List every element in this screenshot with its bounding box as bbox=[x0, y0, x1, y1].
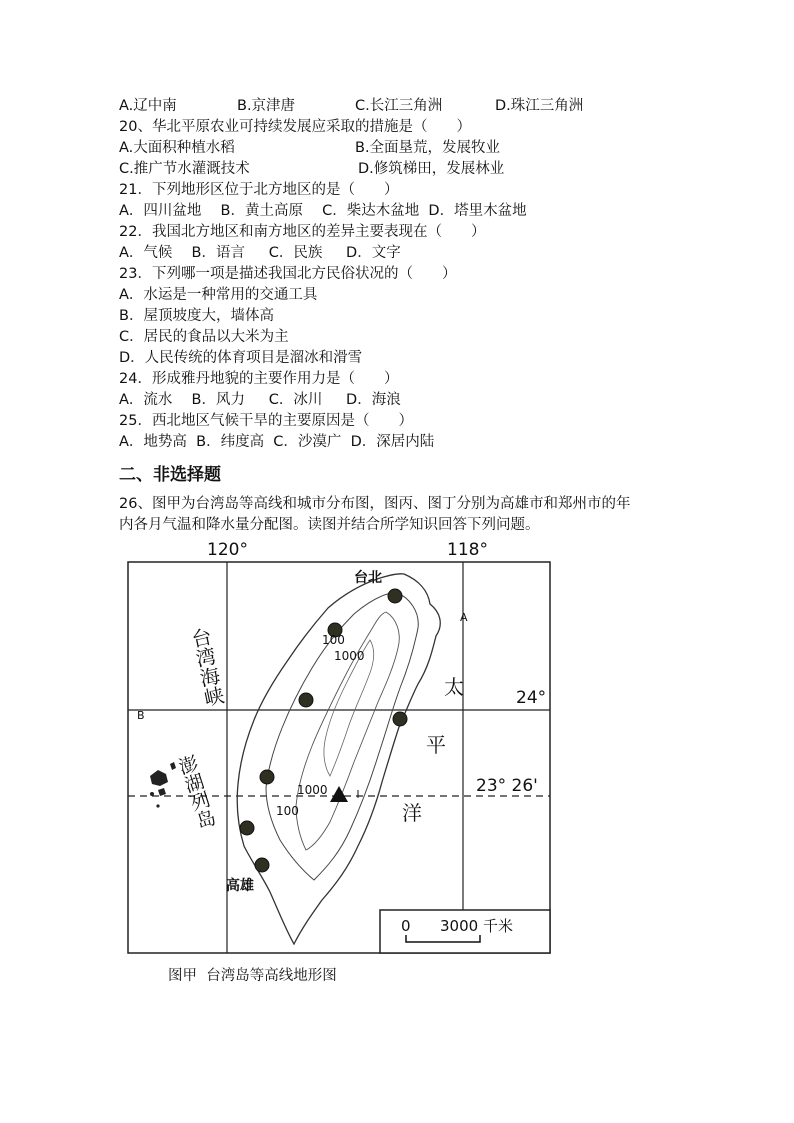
q23-option-d: D．人民传统的体育项目是溜冰和滑雪 bbox=[119, 350, 363, 366]
scale-distance: 3000 千米 bbox=[440, 917, 513, 935]
q21-options: A．四川盆地 B．黄土高原 C．柴达木盆地 D．塔里木盆地 bbox=[119, 203, 527, 219]
city-taipei bbox=[388, 589, 402, 603]
city-dot bbox=[260, 770, 274, 784]
pacific-char-2: 平 bbox=[426, 733, 446, 757]
penghu-island-1 bbox=[150, 770, 168, 786]
contour-label-1000-north: 1000 bbox=[334, 649, 365, 663]
lon-118-label: 118° bbox=[447, 540, 488, 560]
q24-stem: 24．形成雅丹地貌的主要作用力是（ ） bbox=[119, 371, 399, 387]
city-kaohsiung bbox=[255, 858, 269, 872]
q25-stem: 25．西北地区气候干旱的主要原因是（ ） bbox=[119, 413, 413, 429]
q20-option-a: A.大面积种植水稻 bbox=[119, 140, 235, 156]
q26-line2: 内各月气温和降水量分配图。读图并结合所学知识回答下列问题。 bbox=[119, 517, 540, 533]
section-title: 二、非选择题 bbox=[119, 465, 221, 485]
q19-option-b: B.京津唐 bbox=[237, 98, 296, 114]
q23-option-b: B．屋顶坡度大，墙体高 bbox=[119, 308, 274, 324]
city-taipei-label: 台北 bbox=[354, 570, 382, 586]
q23-option-c: C．居民的食品以大米为主 bbox=[119, 329, 289, 345]
contour-label-100-south: 100 bbox=[276, 804, 299, 818]
q20-option-c: C.推广节水灌溉技术 bbox=[119, 161, 250, 177]
q19-option-a: A.辽中南 bbox=[119, 98, 177, 114]
contour-label-1000-south: 1000 bbox=[297, 783, 328, 797]
q25-options: A．地势高 B．纬度高 C．沙漠广 D．深居内陆 bbox=[119, 434, 435, 450]
label-b: B bbox=[137, 709, 145, 722]
scale-zero: 0 bbox=[401, 917, 411, 935]
city-dot bbox=[299, 693, 313, 707]
pacific-char-1: 太 bbox=[444, 675, 464, 699]
contour-1000 bbox=[296, 612, 399, 850]
mountain-peak-icon bbox=[330, 786, 348, 802]
lon-120-label: 120° bbox=[207, 540, 248, 560]
label-a: A bbox=[460, 611, 468, 624]
q20-stem: 20、华北平原农业可持续发展应采取的措施是（ ） bbox=[119, 119, 471, 135]
penghu-island-2 bbox=[158, 788, 166, 796]
q19-option-c: C.长江三角洲 bbox=[355, 98, 443, 114]
q24-options: A．流水 B．风力 C．冰川 D．海浪 bbox=[119, 392, 401, 408]
lat-24-label: 24° bbox=[516, 688, 547, 708]
q19-option-d: D.珠江三角洲 bbox=[495, 98, 584, 114]
city-dot bbox=[393, 712, 407, 726]
city-dot bbox=[240, 821, 254, 835]
q20-option-d: D.修筑梯田，发展林业 bbox=[358, 161, 505, 177]
pacific-char-3: 洋 bbox=[402, 801, 422, 825]
q21-stem: 21．下列地形区位于北方地区的是（ ） bbox=[119, 182, 399, 198]
map-caption: 图甲 台湾岛等高线地形图 bbox=[168, 968, 337, 984]
city-kaohsiung-label: 高雄 bbox=[226, 878, 254, 894]
contour-label-100-north: 100 bbox=[322, 633, 345, 647]
penghu-label: 澎湖列岛 bbox=[173, 752, 218, 832]
tropic-label: 23° 26' bbox=[476, 776, 538, 796]
taiwan-strait-label: 台湾海峡 bbox=[186, 625, 227, 709]
penghu-islet bbox=[150, 792, 154, 796]
q22-stem: 22．我国北方地区和南方地区的差异主要表现在（ ） bbox=[119, 224, 486, 240]
q26-line1: 26、图甲为台湾岛等高线和城市分布图，图丙、图丁分别为高雄市和郑州市的年 bbox=[119, 496, 631, 512]
q20-option-b: B.全面垦荒，发展牧业 bbox=[355, 140, 501, 156]
q23-option-a: A．水运是一种常用的交通工具 bbox=[119, 287, 318, 303]
q22-options: A．气候 B．语言 C．民族 D．文字 bbox=[119, 245, 401, 261]
penghu-islet bbox=[156, 804, 159, 807]
q23-stem: 23．下列哪一项是描述我国北方民俗状况的（ ） bbox=[119, 266, 457, 282]
